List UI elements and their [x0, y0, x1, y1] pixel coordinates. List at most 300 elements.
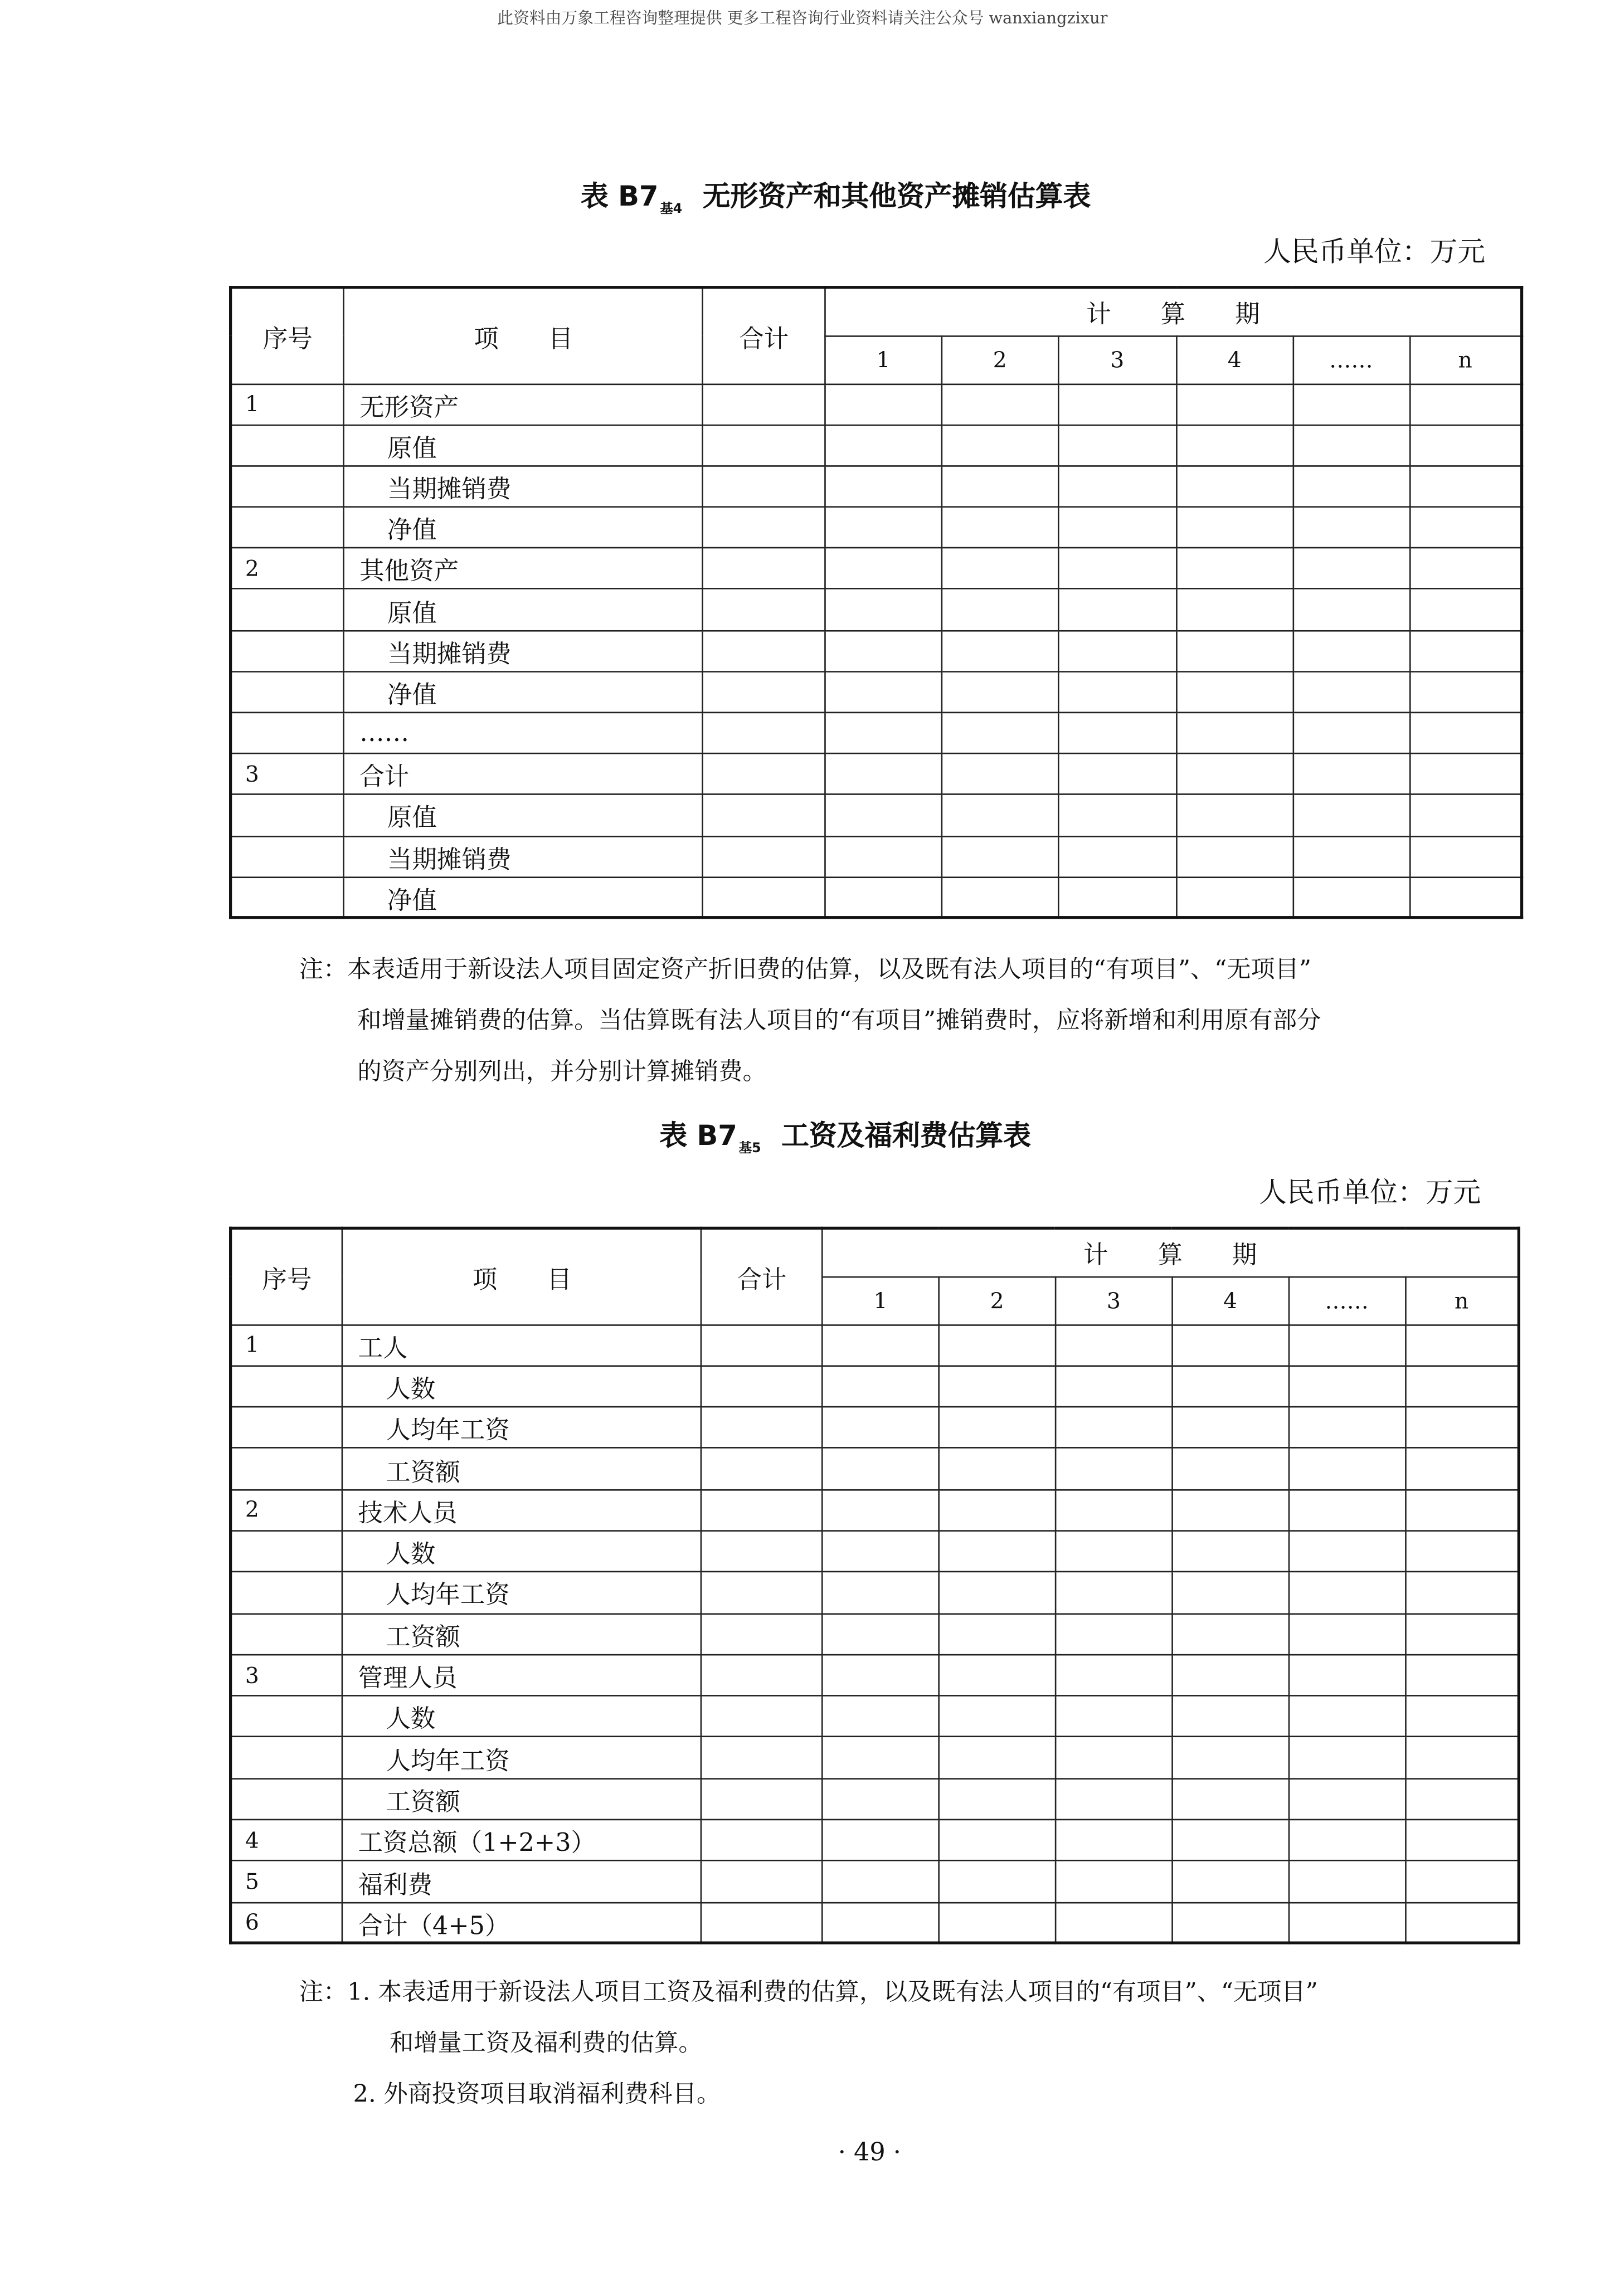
title-prefix: 表 B7 — [659, 1120, 737, 1153]
empty-cell — [939, 1407, 1056, 1448]
empty-cell — [1405, 1902, 1519, 1943]
empty-cell — [1058, 836, 1176, 877]
empty-cell — [1293, 425, 1409, 466]
empty-cell — [825, 630, 942, 671]
empty-cell — [1058, 630, 1176, 671]
empty-cell — [701, 1820, 822, 1861]
row-number — [231, 1407, 343, 1448]
empty-cell — [1058, 794, 1176, 836]
table-row — [231, 836, 1522, 877]
row-number — [231, 1531, 343, 1572]
header-period-6: n — [1409, 335, 1522, 383]
empty-cell — [1172, 1820, 1288, 1861]
empty-cell — [822, 1572, 938, 1613]
table-row — [231, 713, 1522, 754]
empty-cell — [1176, 466, 1293, 507]
row-number — [231, 507, 344, 548]
empty-cell — [703, 548, 825, 589]
empty-cell — [939, 1366, 1056, 1407]
empty-cell — [701, 1572, 822, 1613]
header-period-4: 4 — [1176, 335, 1293, 383]
empty-cell — [939, 1820, 1056, 1861]
row-number: 2 — [231, 548, 344, 589]
row-number — [231, 466, 344, 507]
empty-cell — [1409, 754, 1522, 795]
empty-cell — [1058, 877, 1176, 918]
table1-note-line: 注：本表适用于新设法人项目固定资产折旧费的估算，以及既有法人项目的“有项目”、“无项目” — [299, 955, 1311, 983]
empty-cell — [1405, 1613, 1519, 1655]
empty-cell — [1288, 1696, 1405, 1737]
row-item: 技术人员 — [343, 1489, 701, 1530]
empty-cell — [1288, 1489, 1405, 1530]
empty-cell — [701, 1324, 822, 1366]
empty-cell — [825, 671, 942, 713]
row-item: 当期摊销费 — [344, 466, 703, 507]
row-item: 人均年工资 — [343, 1737, 701, 1778]
empty-cell — [1288, 1613, 1405, 1655]
empty-cell — [1293, 754, 1409, 795]
empty-cell — [1409, 794, 1522, 836]
table-row — [231, 1489, 1519, 1530]
table2-note-line: 2. 外商投资项目取消福利费科目。 — [353, 2080, 721, 2108]
empty-cell — [1056, 1613, 1172, 1655]
empty-cell — [1405, 1737, 1519, 1778]
row-number — [231, 794, 344, 836]
empty-cell — [701, 1407, 822, 1448]
row-item: 工资额 — [343, 1613, 701, 1655]
empty-cell — [1058, 466, 1176, 507]
table1 — [229, 286, 1523, 919]
row-number — [231, 877, 344, 918]
empty-cell — [822, 1778, 938, 1820]
row-item: 工资额 — [343, 1448, 701, 1489]
empty-cell — [1409, 384, 1522, 425]
row-item: 净值 — [344, 877, 703, 918]
empty-cell — [703, 630, 825, 671]
table-row — [231, 630, 1522, 671]
row-number — [231, 1613, 343, 1655]
empty-cell — [1293, 630, 1409, 671]
row-number: 2 — [231, 1489, 343, 1530]
empty-cell — [939, 1902, 1056, 1943]
empty-cell — [1288, 1448, 1405, 1489]
header-item: 项 目 — [344, 287, 703, 384]
empty-cell — [822, 1902, 938, 1943]
empty-cell — [703, 836, 825, 877]
row-number — [231, 1778, 343, 1820]
row-item: 原值 — [344, 794, 703, 836]
row-number — [231, 713, 344, 754]
row-item: 净值 — [344, 507, 703, 548]
empty-cell — [942, 794, 1058, 836]
empty-cell — [1056, 1655, 1172, 1696]
empty-cell — [822, 1613, 938, 1655]
row-number: 4 — [231, 1820, 343, 1861]
header-no: 序号 — [231, 287, 344, 384]
row-item: 无形资产 — [344, 384, 703, 425]
table-row — [231, 1861, 1519, 1902]
row-item: 工资总额（1+2+3） — [343, 1820, 701, 1861]
empty-cell — [701, 1696, 822, 1737]
empty-cell — [822, 1861, 938, 1902]
row-item: 其他资产 — [344, 548, 703, 589]
table2 — [229, 1227, 1520, 1945]
empty-cell — [1405, 1448, 1519, 1489]
empty-cell — [1405, 1778, 1519, 1820]
empty-cell — [942, 630, 1058, 671]
empty-cell — [1293, 507, 1409, 548]
row-item: 净值 — [344, 671, 703, 713]
empty-cell — [825, 384, 942, 425]
empty-cell — [1293, 877, 1409, 918]
header-row — [231, 287, 1522, 335]
table2-note-line: 注：1. 本表适用于新设法人项目工资及福利费的估算，以及既有法人项目的“有项目”、“无项目” — [299, 1978, 1318, 2006]
empty-cell — [703, 671, 825, 713]
table-row — [231, 589, 1522, 631]
row-item: 人数 — [343, 1366, 701, 1407]
empty-cell — [1293, 466, 1409, 507]
empty-cell — [1176, 630, 1293, 671]
empty-cell — [1293, 671, 1409, 713]
empty-cell — [1056, 1572, 1172, 1613]
empty-cell — [942, 425, 1058, 466]
header-period-2: 2 — [939, 1276, 1056, 1324]
empty-cell — [1176, 384, 1293, 425]
empty-cell — [942, 713, 1058, 754]
title-prefix: 表 B7 — [580, 181, 659, 213]
empty-cell — [701, 1902, 822, 1943]
empty-cell — [701, 1778, 822, 1820]
row-number — [231, 671, 344, 713]
row-number: 6 — [231, 1902, 343, 1943]
row-number: 5 — [231, 1861, 343, 1902]
empty-cell — [1409, 425, 1522, 466]
row-number: 1 — [231, 384, 344, 425]
row-item: 原值 — [344, 425, 703, 466]
empty-cell — [942, 507, 1058, 548]
header-row — [231, 1228, 1519, 1276]
empty-cell — [822, 1448, 938, 1489]
row-number — [231, 1737, 343, 1778]
empty-cell — [1405, 1820, 1519, 1861]
table1-unit: 人民币单位：万元 — [1263, 236, 1486, 269]
row-item: 人均年工资 — [343, 1407, 701, 1448]
empty-cell — [825, 466, 942, 507]
empty-cell — [703, 794, 825, 836]
row-item: 福利费 — [343, 1861, 701, 1902]
empty-cell — [1405, 1489, 1519, 1530]
row-item: 管理人员 — [343, 1655, 701, 1696]
empty-cell — [1172, 1489, 1288, 1530]
table-row — [231, 425, 1522, 466]
empty-cell — [703, 877, 825, 918]
empty-cell — [1288, 1572, 1405, 1613]
table-row — [231, 1613, 1519, 1655]
empty-cell — [1172, 1572, 1288, 1613]
table2-unit: 人民币单位：万元 — [1259, 1177, 1481, 1210]
empty-cell — [1293, 794, 1409, 836]
table-row — [231, 1324, 1519, 1366]
empty-cell — [1176, 836, 1293, 877]
empty-cell — [1409, 548, 1522, 589]
empty-cell — [1176, 794, 1293, 836]
table-row — [231, 1366, 1519, 1407]
row-number: 1 — [231, 1324, 343, 1366]
empty-cell — [701, 1737, 822, 1778]
empty-cell — [939, 1696, 1056, 1737]
empty-cell — [1172, 1902, 1288, 1943]
empty-cell — [939, 1613, 1056, 1655]
empty-cell — [1409, 713, 1522, 754]
empty-cell — [1288, 1737, 1405, 1778]
empty-cell — [1056, 1902, 1172, 1943]
empty-cell — [822, 1820, 938, 1861]
empty-cell — [1058, 671, 1176, 713]
empty-cell — [701, 1655, 822, 1696]
empty-cell — [1409, 589, 1522, 631]
table1-title — [581, 175, 1091, 217]
empty-cell — [1288, 1531, 1405, 1572]
empty-cell — [703, 713, 825, 754]
table2-title — [659, 1114, 1031, 1157]
empty-cell — [942, 384, 1058, 425]
empty-cell — [1409, 630, 1522, 671]
empty-cell — [703, 507, 825, 548]
table-row — [231, 754, 1522, 795]
empty-cell — [1058, 548, 1176, 589]
header-period-6: n — [1405, 1276, 1519, 1324]
empty-cell — [942, 877, 1058, 918]
table1-note-line: 的资产分别列出，并分别计算摊销费。 — [357, 1057, 767, 1085]
row-number — [231, 630, 344, 671]
empty-cell — [1056, 1324, 1172, 1366]
row-number — [231, 1366, 343, 1407]
empty-cell — [822, 1407, 938, 1448]
table-row — [231, 1448, 1519, 1489]
table-row — [231, 877, 1522, 918]
empty-cell — [701, 1489, 822, 1530]
empty-cell — [825, 507, 942, 548]
table-row — [231, 1820, 1519, 1861]
header-no: 序号 — [231, 1228, 343, 1324]
empty-cell — [1172, 1531, 1288, 1572]
row-item: 人数 — [343, 1696, 701, 1737]
empty-cell — [1172, 1778, 1288, 1820]
empty-cell — [1176, 671, 1293, 713]
empty-cell — [1058, 754, 1176, 795]
table-row — [231, 1655, 1519, 1696]
empty-cell — [1288, 1366, 1405, 1407]
empty-cell — [1405, 1572, 1519, 1613]
row-item: …… — [344, 713, 703, 754]
empty-cell — [1056, 1489, 1172, 1530]
empty-cell — [939, 1489, 1056, 1530]
empty-cell — [942, 589, 1058, 631]
empty-cell — [703, 754, 825, 795]
empty-cell — [825, 754, 942, 795]
empty-cell — [825, 713, 942, 754]
empty-cell — [942, 754, 1058, 795]
empty-cell — [1293, 836, 1409, 877]
empty-cell — [1176, 548, 1293, 589]
empty-cell — [942, 466, 1058, 507]
empty-cell — [701, 1448, 822, 1489]
empty-cell — [1405, 1696, 1519, 1737]
empty-cell — [942, 671, 1058, 713]
empty-cell — [939, 1737, 1056, 1778]
empty-cell — [1288, 1324, 1405, 1366]
header-total: 合计 — [703, 287, 825, 384]
header-period-3: 3 — [1056, 1276, 1172, 1324]
title-text: 无形资产和其他资产摊销估算表 — [702, 181, 1091, 213]
row-number — [231, 589, 344, 631]
empty-cell — [1176, 425, 1293, 466]
empty-cell — [825, 794, 942, 836]
empty-cell — [1293, 589, 1409, 631]
empty-cell — [1293, 548, 1409, 589]
title-text: 工资及福利费估算表 — [781, 1120, 1031, 1153]
empty-cell — [1293, 384, 1409, 425]
empty-cell — [1056, 1861, 1172, 1902]
table-row — [231, 1572, 1519, 1613]
table-row — [231, 1407, 1519, 1448]
empty-cell — [942, 548, 1058, 589]
empty-cell — [822, 1324, 938, 1366]
empty-cell — [822, 1696, 938, 1737]
empty-cell — [1409, 836, 1522, 877]
table-row — [231, 1696, 1519, 1737]
empty-cell — [1056, 1407, 1172, 1448]
row-item: 人均年工资 — [343, 1572, 701, 1613]
row-number — [231, 425, 344, 466]
empty-cell — [1172, 1366, 1288, 1407]
empty-cell — [825, 836, 942, 877]
empty-cell — [1176, 589, 1293, 631]
empty-cell — [1288, 1902, 1405, 1943]
header-item: 项 目 — [343, 1228, 701, 1324]
empty-cell — [1172, 1613, 1288, 1655]
table-row — [231, 466, 1522, 507]
watermark: 此资料由万象工程咨询整理提供 更多工程咨询行业资料请关注公众号 wanxiangzixur — [497, 8, 1108, 28]
empty-cell — [1405, 1531, 1519, 1572]
table-row — [231, 548, 1522, 589]
empty-cell — [1058, 713, 1176, 754]
header-period-3: 3 — [1058, 335, 1176, 383]
table-row — [231, 507, 1522, 548]
empty-cell — [825, 589, 942, 631]
table-row — [231, 794, 1522, 836]
row-item: 人数 — [343, 1531, 701, 1572]
empty-cell — [1405, 1366, 1519, 1407]
empty-cell — [939, 1448, 1056, 1489]
header-period-5: …… — [1288, 1276, 1405, 1324]
empty-cell — [703, 589, 825, 631]
empty-cell — [825, 877, 942, 918]
empty-cell — [822, 1489, 938, 1530]
empty-cell — [1056, 1366, 1172, 1407]
page-number: · 49 · — [838, 2138, 901, 2168]
empty-cell — [1288, 1778, 1405, 1820]
empty-cell — [939, 1324, 1056, 1366]
empty-cell — [939, 1861, 1056, 1902]
empty-cell — [1176, 877, 1293, 918]
row-number — [231, 1448, 343, 1489]
empty-cell — [939, 1572, 1056, 1613]
row-item: 原值 — [344, 589, 703, 631]
title-subscript: 基4 — [660, 202, 683, 218]
row-number — [231, 836, 344, 877]
header-total: 合计 — [701, 1228, 822, 1324]
empty-cell — [1056, 1820, 1172, 1861]
title-subscript: 基5 — [738, 1142, 761, 1157]
table-row — [231, 1778, 1519, 1820]
empty-cell — [939, 1655, 1056, 1696]
empty-cell — [701, 1861, 822, 1902]
row-item: 合计 — [344, 754, 703, 795]
empty-cell — [942, 836, 1058, 877]
empty-cell — [822, 1737, 938, 1778]
empty-cell — [1172, 1324, 1288, 1366]
empty-cell — [1176, 713, 1293, 754]
empty-cell — [1405, 1655, 1519, 1696]
empty-cell — [1056, 1778, 1172, 1820]
row-number — [231, 1572, 343, 1613]
empty-cell — [1293, 713, 1409, 754]
empty-cell — [1172, 1696, 1288, 1737]
empty-cell — [1172, 1407, 1288, 1448]
empty-cell — [939, 1531, 1056, 1572]
row-item: 工人 — [343, 1324, 701, 1366]
table-row — [231, 1737, 1519, 1778]
empty-cell — [825, 425, 942, 466]
empty-cell — [701, 1366, 822, 1407]
header-period: 计 算 期 — [825, 287, 1522, 335]
empty-cell — [1058, 384, 1176, 425]
empty-cell — [1172, 1655, 1288, 1696]
row-number: 3 — [231, 754, 344, 795]
header-period: 计 算 期 — [822, 1228, 1519, 1276]
empty-cell — [1288, 1820, 1405, 1861]
table-row — [231, 1531, 1519, 1572]
empty-cell — [701, 1531, 822, 1572]
empty-cell — [1288, 1407, 1405, 1448]
empty-cell — [1405, 1861, 1519, 1902]
table-row — [231, 671, 1522, 713]
row-number: 3 — [231, 1655, 343, 1696]
row-item: 当期摊销费 — [344, 630, 703, 671]
row-item: 合计（4+5） — [343, 1902, 701, 1943]
table-row — [231, 384, 1522, 425]
empty-cell — [701, 1613, 822, 1655]
empty-cell — [703, 384, 825, 425]
table-row — [231, 1902, 1519, 1943]
row-item: 当期摊销费 — [344, 836, 703, 877]
header-period-4: 4 — [1172, 1276, 1288, 1324]
empty-cell — [1172, 1448, 1288, 1489]
empty-cell — [1056, 1448, 1172, 1489]
empty-cell — [1409, 466, 1522, 507]
empty-cell — [703, 466, 825, 507]
header-period-1: 1 — [822, 1276, 938, 1324]
empty-cell — [1056, 1737, 1172, 1778]
empty-cell — [1172, 1861, 1288, 1902]
table1-note-line: 和增量摊销费的估算。当估算既有法人项目的“有项目”摊销费时，应将新增和利用原有部分 — [357, 1006, 1321, 1035]
empty-cell — [1409, 877, 1522, 918]
empty-cell — [1409, 671, 1522, 713]
empty-cell — [1288, 1655, 1405, 1696]
empty-cell — [1056, 1531, 1172, 1572]
empty-cell — [1405, 1324, 1519, 1366]
